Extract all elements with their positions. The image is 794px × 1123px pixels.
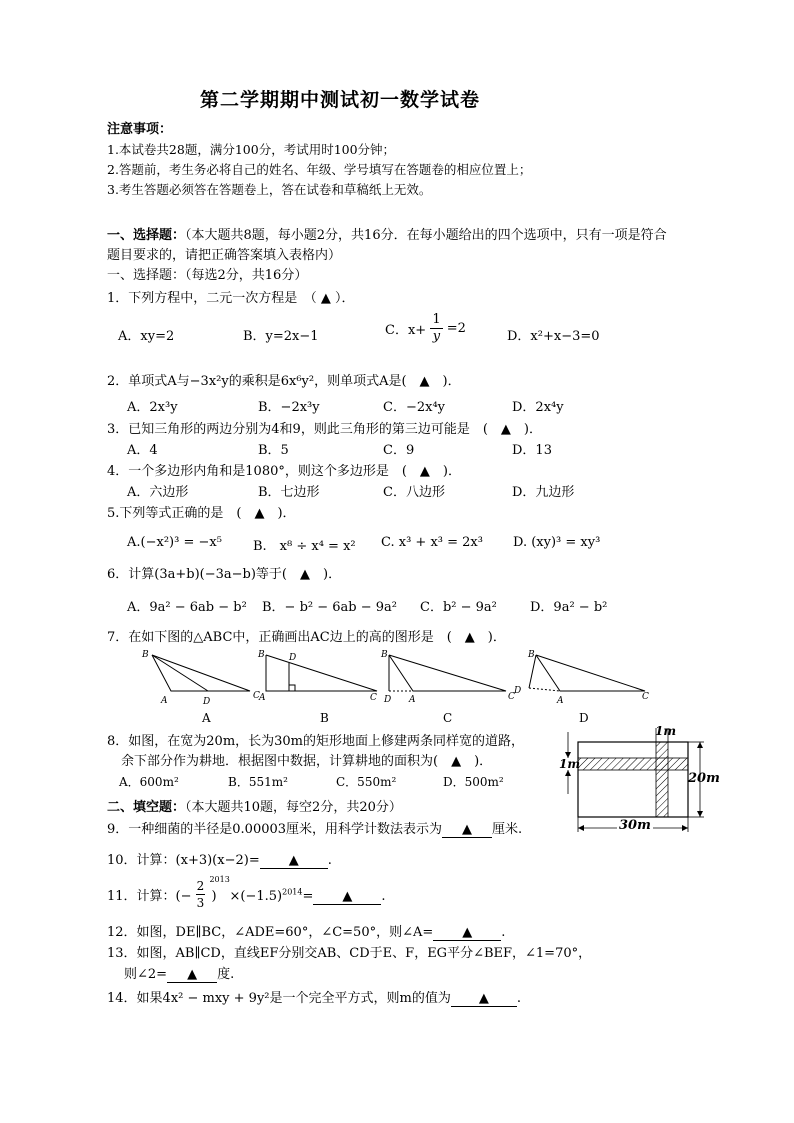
section1-header [107,224,667,243]
section1-desc1: （本大题共8题，每小题2分，共16分．在每小题给出的四个选项中，只有一项是符合 [185,228,667,243]
q7-fig-c-vertex-c: C [508,692,515,702]
q2-option-a: A．2x³y [127,400,178,415]
q7-fig-d-extension [529,688,560,691]
q3-option-d: D．13 [512,443,552,458]
q1-option-c-denominator: y [432,329,441,344]
q8-option-c: C．550m² [336,775,397,789]
q11-fraction [196,878,206,911]
q6-option-b: B．− b² − 6ab − 9a² [262,600,398,615]
q11 [107,874,386,911]
q8-fig-label-left: 1m [559,757,581,771]
q3-option-a: A．4 [127,443,158,458]
q7-fig-a-vertex-d: D [203,697,211,707]
section2-heading: 二、填空题： [107,800,186,815]
q1-option-c-prefix: C．x+ [385,323,427,338]
q1-option-c [385,312,466,345]
q7-fig-b-vertex-a: A [259,693,266,703]
q1-option-a: A．xy=2 [118,329,175,344]
q1-option-c-numerator: 1 [432,312,441,327]
q12-suffix: . [501,925,506,940]
q10-answer-blank[interactable]: ▲ [260,853,328,869]
q11-exponent-2: 2014 [282,887,303,897]
notice-item-2: 2.答题前，考生务必将自己的姓名、年级、学号填写在答题卷的相应位置上； [107,162,532,177]
q11-answer-blank[interactable]: ▲ [313,889,381,905]
section2-desc: （本大题共10题，每空2分，共20分） [185,800,402,815]
q5-option-b: B. x⁸ ÷ x⁴ = x² [253,539,356,554]
q9-text: 9．一种细菌的半径是0.00003厘米，用科学计数法表示为 [107,822,443,837]
q13-line2 [124,963,234,983]
q1-stem: 1．下列方程中，二元一次方程是 （ ▲ ）． [107,291,355,306]
q7-fig-b-vertex-d: D [289,653,297,663]
q5-option-a: A.(−x²)³ = −x⁵ [127,535,222,550]
q11-equals: = [302,888,314,904]
q11-suffix: . [381,888,386,904]
q8-line2: 余下部分作为耕地．根据图中数据，计算耕地的面积为( ▲ )． [121,754,493,769]
q13-suffix: 度. [217,967,235,982]
q8-option-d: D．500m² [443,775,504,789]
q7-fig-d-vertex-b: B [528,650,535,660]
q14 [107,987,521,1007]
q7-stem: 7．在如下图的△ABC中，正确画出AC边上的高的图形是 ( ▲ )． [107,630,506,645]
q8-line1: 8．如图，在宽为20m，长为30m的矩形地面上修建两条同样宽的道路， [107,734,525,749]
q7-figures [130,645,670,711]
q4-option-a: A．六边形 [127,485,189,500]
q6-option-a: A．9a² − 6ab − b² [127,600,247,615]
q6-option-c: C．b² − 9a² [420,600,497,615]
q1-option-d: D．x²+x−3=0 [507,329,600,344]
q4-option-c: C．八边形 [383,485,445,500]
q11-fraction-denominator: 3 [196,896,205,910]
q9-answer-blank[interactable]: ▲ [442,822,492,838]
q7-fig-c-vertex-b: B [381,650,388,660]
q10-suffix: . [327,853,332,868]
section1-desc2: 题目要求的，请把正确答案填入表格内） [107,248,342,263]
q1-option-c-fraction [430,312,442,345]
q11-text: 11．计算：(− [107,889,192,904]
q2-stem: 2．单项式A与−3x²y的乘积是6x⁶y²，则单项式A是( ▲ )． [107,374,461,389]
q8-road-horizontal [578,758,688,770]
q7-fig-d-triangle [536,655,645,691]
q7-fig-d-vertex-c: C [642,692,649,702]
q11-middle: ) ×(−1.5) [211,888,283,904]
q12-text: 12．如图，DE∥BC，∠ADE=60°，∠C=50°，则∠A= [107,925,434,940]
q7-fig-d-vertex-a: A [557,696,564,706]
q8-dim-right-arrowhead-top [697,742,703,748]
q7-fig-c-vertex-a: A [409,695,416,705]
q7-fig-c-triangle [389,655,506,691]
q13-answer-blank[interactable]: ▲ [167,967,217,983]
notice-heading: 注意事项： [107,122,173,137]
q4-option-b: B．七边形 [258,485,320,500]
q4-stem: 4．一个多边形内角和是1080°，则这个多边形是 ( ▲ )． [107,464,461,479]
q2-option-b: B．−2x³y [258,400,320,415]
q7-fig-c-vertex-d: D [384,695,392,705]
q7-fig-a-vertex-c: C [253,691,260,701]
page-title: 第二学期期中测试初一数学试卷 [200,89,481,111]
q6-stem: 6．计算(3a+b)(−3a−b)等于( ▲ )． [107,567,342,582]
q5-stem: 5.下列等式正确的是 ( ▲ )． [107,506,296,521]
q4-option-d: D．九边形 [512,485,575,500]
q8-road-vertical [656,742,668,817]
q7-fig-a-vertex-b: B [142,650,149,660]
q7-fig-label-c: C [443,711,453,725]
q3-option-c: C．9 [383,443,415,458]
q7-fig-d-vertex-d: D [514,686,522,696]
q8-fig-label-top: 1m [655,724,677,738]
q13-text: 则∠2= [124,967,168,982]
q14-answer-blank[interactable]: ▲ [451,991,517,1007]
notice-item-1: 1.本试卷共28题，满分100分，考试用时100分钟； [107,142,396,157]
q7-fig-a-vertex-a: A [161,696,168,706]
section1-desc3: 一、选择题：（每选2分，共16分） [107,268,308,283]
q9-suffix: 厘米. [492,822,523,837]
q8-fig-label-height: 20m [688,771,720,786]
q10-text: 10．计算：(x+3)(x−2)= [107,853,260,868]
q7-fig-label-d: D [579,711,589,725]
q8-option-a: A．600m² [119,775,179,789]
q3-option-b: B．5 [258,443,289,458]
q1-option-b: B．y=2x−1 [243,329,319,344]
q5-option-d: D. (xy)³ = xy³ [513,535,601,550]
q9 [107,818,522,838]
section2-header [107,796,402,815]
q14-suffix: . [516,991,521,1006]
q12 [107,921,505,941]
q7-fig-b-triangle [266,655,377,691]
q10 [107,849,332,869]
section1-heading: 一、选择题： [107,228,186,243]
q1-option-c-suffix: =2 [446,321,466,336]
q7-fig-label-b: B [320,711,329,725]
q2-option-c: C．−2x⁴y [383,400,445,415]
q12-answer-blank[interactable]: ▲ [433,925,501,941]
q8-option-b: B．551m² [228,775,288,789]
q11-exponent-1: 2013 [209,874,230,884]
q11-fraction-numerator: 2 [196,879,205,893]
q14-text: 14．如果4x² − mxy + 9y²是一个完全平方式，则m的值为 [107,991,451,1006]
q8-field-rect [578,742,688,817]
q7-fig-b-vertex-c: C [370,693,377,703]
q13-line1: 13．如图，AB∥CD，直线EF分别交AB、CD于E、F，EG平分∠BEF，∠1=70°， [107,946,592,961]
q3-stem: 3．已知三角形的两边分别为4和9，则此三角形的第三边可能是 ( ▲ )． [107,422,542,437]
q11-rest [209,874,386,905]
q7-fig-b-right-angle [289,685,295,691]
q2-option-d: D．2x⁴y [512,400,564,415]
q8-dim-bottom-arrowhead-left [578,825,584,831]
q7-fig-label-a: A [202,711,211,725]
q5-option-c: C. x³ + x³ = 2x³ [381,535,483,550]
notice-item-3: 3.考生答题必须答在答题卷上，答在试卷和草稿纸上无效。 [107,182,432,197]
q8-dim-bottom-arrowhead-right [682,825,688,831]
q7-fig-b-vertex-b: B [258,650,265,660]
q8-fig-label-width: 30m [619,818,651,833]
q7-fig-a-triangle [152,655,250,691]
q8-dim-right-arrowhead-bottom [697,811,703,817]
q6-option-d: D．9a² − b² [530,600,608,615]
